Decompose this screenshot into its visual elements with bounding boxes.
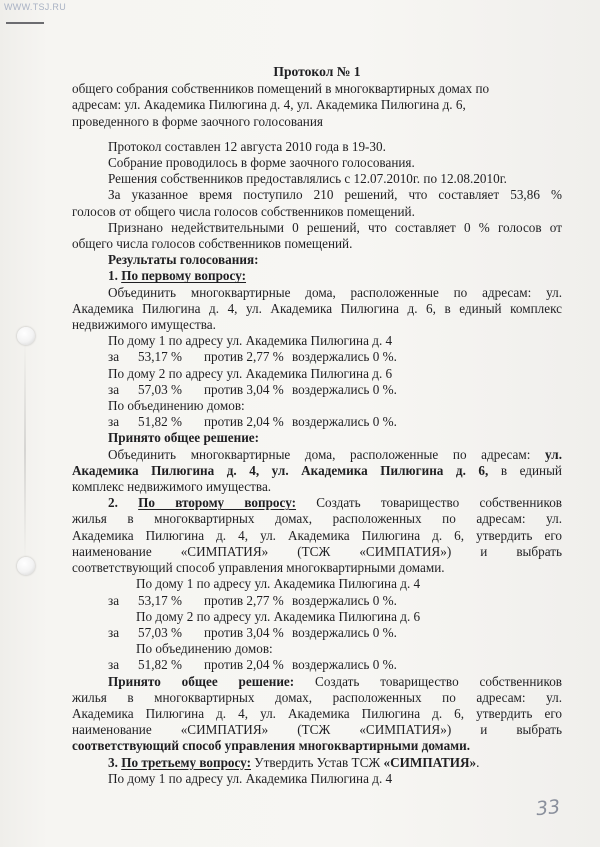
punch-hole-bottom	[17, 557, 35, 575]
q2-decision-5: соответствующий способ управления многоквартирными домами.	[72, 738, 471, 754]
intro-date: Протокол составлен 12 августа 2010 года в 19-30.	[108, 138, 386, 154]
q2-merge-votes: за 51,82 % против 2,04 % воздержались 0 %.	[108, 657, 397, 673]
received-line-1: За указанное время поступило 210 решений, что составляет 53,86 %	[108, 187, 562, 203]
q2-text-2: жилья в многоквартирных домах, расположенных по адресам: ул.	[72, 511, 562, 527]
q2-heading: 2. По второму вопросу: Создать товарищество собственников	[108, 495, 563, 511]
q2-merge: По объединению домов:	[136, 641, 273, 657]
q1-decision-3: комплекс недвижимого имущества.	[72, 479, 272, 495]
q2-text-5: соответствующий способ управления многоквартирными домами.	[72, 560, 445, 576]
q1-text-1: Объединить многоквартирные дома, расположенные по адресам: ул.	[108, 284, 562, 300]
q2-house1-votes: за 53,17 % против 2,77 % воздержались 0 %.	[108, 592, 397, 608]
document-body	[72, 64, 562, 787]
q2-house2-votes: за 57,03 % против 3,04 % воздержались 0 %.	[108, 624, 397, 640]
q1-house1-votes: за 53,17 % против 2,77 % воздержались 0 %.	[108, 349, 397, 365]
q1-merge-votes: за 51,82 % против 2,04 % воздержались 0 %.	[108, 414, 397, 430]
watermark: WWW.TSJ.RU	[4, 2, 66, 12]
q1-decision-heading: Принято общее решение:	[108, 430, 260, 446]
q2-decision: Принято общее решение: Создать товарищество собственников	[108, 673, 563, 689]
handwritten-page-number: 33	[534, 795, 562, 821]
q1-house2: По дому 2 по адресу ул. Академика Пилюгина д. 6	[108, 365, 393, 381]
invalid-line-2: общего числа голосов собственников помещений.	[72, 236, 353, 252]
intro-form: Собрание проводилось в форме заочного голосования.	[108, 155, 415, 171]
q2-decision-4: наименование «СИМПАТИЯ» (ТСЖ «СИМПАТИЯ») и выбрать	[72, 722, 562, 738]
punch-hole-top	[17, 327, 35, 345]
invalid-line-1: Признано недействительными 0 решений, что составляет 0 % голосов от	[108, 219, 562, 235]
heading-line-3: проведенного в форме заочного голосования	[72, 113, 323, 129]
q1-merge: По объединению домов:	[108, 398, 245, 414]
q1-house1: По дому 1 по адресу ул. Академика Пилюгина д. 4	[108, 333, 393, 349]
q1-decision-1: Объединить многоквартирные дома, расположенные по адресам: ул.	[108, 446, 562, 462]
q2-text-3: Академика Пилюгина д. 4, ул. Академика Пилюгина д. 6, утвердить его	[72, 527, 562, 543]
received-line-2: голосов от общего числа голосов собственников помещений.	[72, 203, 415, 219]
q1-text-3: недвижимого имущества.	[72, 317, 216, 333]
intro-period: Решения собственников предоставлялись с 12.07.2010г. по 12.08.2010г.	[108, 171, 507, 187]
binding-fold	[24, 340, 26, 560]
q2-decision-3: Академика Пилюгина д. 4, ул. Академика Пилюгина д. 6, утвердить его	[72, 705, 562, 721]
q1-decision-2: Академика Пилюгина д. 4, ул. Академика Пилюгина д. 6, в единый	[72, 462, 562, 478]
q2-house1: По дому 1 по адресу ул. Академика Пилюгина д. 4	[136, 576, 421, 592]
heading-line-2: адресам: ул. Академика Пилюгина д. 4, ул. Академика Пилюгина д. 6,	[72, 97, 466, 113]
q2-decision-2: жилья в многоквартирных домах, расположенных по адресам: ул.	[72, 689, 562, 705]
q2-house2: По дому 2 по адресу ул. Академика Пилюгина д. 6	[136, 608, 421, 624]
q1-house2-votes: за 57,03 % против 3,04 % воздержались 0 %.	[108, 381, 397, 397]
edge-mark	[6, 22, 44, 24]
results-heading: Результаты голосования:	[108, 252, 259, 268]
q2-text-4: наименование «СИМПАТИЯ» (ТСЖ «СИМПАТИЯ») и выбрать	[72, 543, 562, 559]
q1-heading: 1. По первому вопросу:	[108, 268, 247, 284]
document-title: Протокол № 1	[273, 64, 361, 79]
q3-house1: По дому 1 по адресу ул. Академика Пилюгина д. 4	[108, 770, 393, 786]
q1-text-2: Академика Пилюгина д. 4, ул. Академика Пилюгина д. 6, в единый комплекс	[72, 300, 562, 316]
q3-heading: 3. По третьему вопросу: Утвердить Устав ТСЖ «СИМПАТИЯ».	[108, 754, 480, 770]
heading-line-1: общего собрания собственников помещений в многоквартирных домах по	[72, 81, 490, 97]
